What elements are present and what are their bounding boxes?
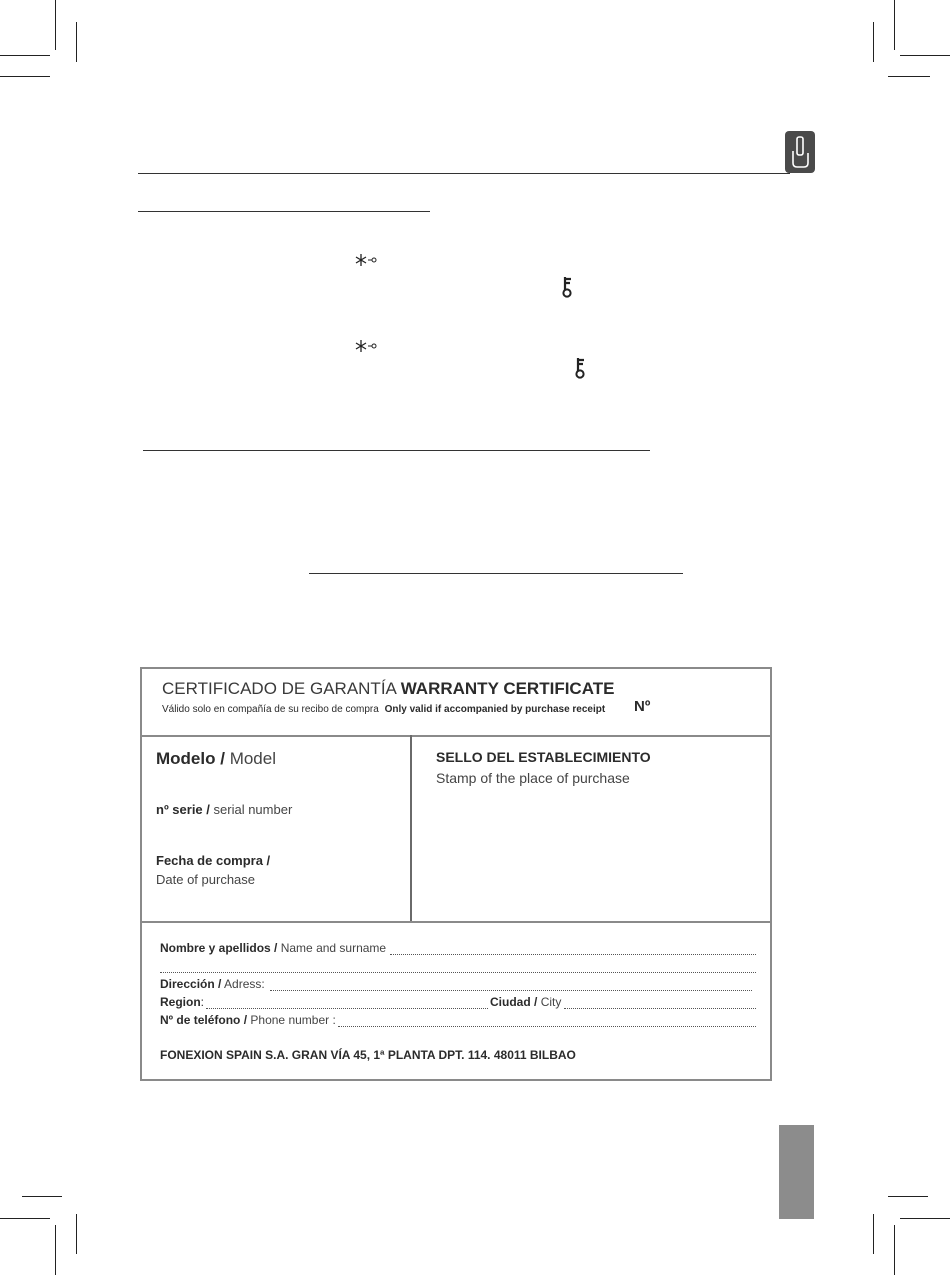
crop-mark: [55, 1225, 56, 1275]
name-dotted-line-2: [160, 972, 756, 973]
serial-label-en: serial number: [213, 802, 293, 817]
hand-icon: [785, 131, 815, 173]
city-dotted-line: [564, 1008, 756, 1009]
section-underline: [309, 573, 683, 574]
validity-note-es: Válido solo en compañía de su recibo de compra: [162, 704, 379, 715]
divider: [142, 735, 770, 737]
name-label-es: Nombre y apellidos /: [160, 941, 278, 955]
company-address: FONEXION SPAIN S.A. GRAN VÍA 45, 1ª PLANTA DPT. 114. 48011 BILBAO: [160, 1048, 576, 1062]
number-label: Nº: [634, 698, 651, 715]
crop-mark: [76, 1214, 77, 1254]
phone-label-es: Nº de teléfono /: [160, 1013, 248, 1027]
serial-label-es: nº serie /: [156, 802, 210, 817]
address-dotted-line: [270, 990, 752, 991]
address-label-es: Dirección /: [160, 977, 222, 991]
crop-mark: [55, 0, 56, 50]
crop-mark: [0, 55, 50, 56]
certificate-title-en: WARRANTY CERTIFICATE: [400, 679, 615, 698]
region-field[interactable]: [160, 995, 204, 1009]
city-field[interactable]: [490, 995, 561, 1009]
divider: [410, 735, 412, 923]
section-underline: [143, 450, 650, 451]
phone-label-en: Phone number :: [250, 1013, 336, 1027]
city-label-en: City: [540, 995, 562, 1009]
crop-mark: [900, 1218, 950, 1219]
model-label-en: Model: [229, 749, 276, 768]
header-rule: [138, 173, 790, 174]
validity-note: [162, 704, 605, 715]
crop-mark: [888, 76, 930, 77]
date-label-en[interactable]: Date of purchase: [156, 872, 256, 887]
phone-field[interactable]: [160, 1013, 336, 1027]
divider: [142, 921, 770, 923]
warranty-certificate: [140, 667, 772, 1081]
model-field[interactable]: [156, 749, 276, 769]
thumb-index-tab: [779, 1125, 814, 1219]
region-dotted-line: [206, 1008, 488, 1009]
certificate-title-es: CERTIFICADO DE GARANTÍA: [162, 679, 396, 698]
region-colon: :: [200, 995, 205, 1009]
certificate-title: [162, 679, 614, 699]
phone-dotted-line: [338, 1026, 756, 1027]
crop-mark: [900, 55, 950, 56]
crop-mark: [0, 1218, 50, 1219]
key-icon: [562, 276, 574, 302]
stamp-label-en: Stamp of the place of purchase: [436, 770, 630, 786]
region-label: Region: [160, 995, 201, 1009]
crop-mark: [894, 0, 895, 50]
section-underline: [138, 211, 430, 212]
address-label-en: Adress:: [224, 977, 265, 991]
crop-mark: [888, 1196, 928, 1197]
model-label-es: Modelo /: [156, 749, 225, 768]
crop-mark: [22, 1196, 62, 1197]
address-field[interactable]: [160, 977, 265, 991]
asterisk-key-icon: [354, 252, 378, 272]
validity-note-en: Only valid if accompanied by purchase receipt: [384, 704, 606, 715]
name-dotted-line: [390, 954, 756, 955]
name-field[interactable]: [160, 941, 386, 955]
date-label-es: Fecha de compra /: [156, 853, 271, 868]
stamp-label-es: SELLO DEL ESTABLECIMIENTO: [436, 749, 651, 765]
crop-mark: [873, 22, 874, 62]
crop-mark: [76, 22, 77, 62]
crop-mark: [0, 76, 50, 77]
serial-field[interactable]: [156, 802, 292, 817]
crop-mark: [894, 1225, 895, 1275]
city-label-es: Ciudad /: [490, 995, 538, 1009]
crop-mark: [873, 1214, 874, 1254]
name-label-en: Name and surname: [280, 941, 387, 955]
key-icon: [575, 357, 587, 383]
asterisk-key-icon: [354, 338, 378, 358]
